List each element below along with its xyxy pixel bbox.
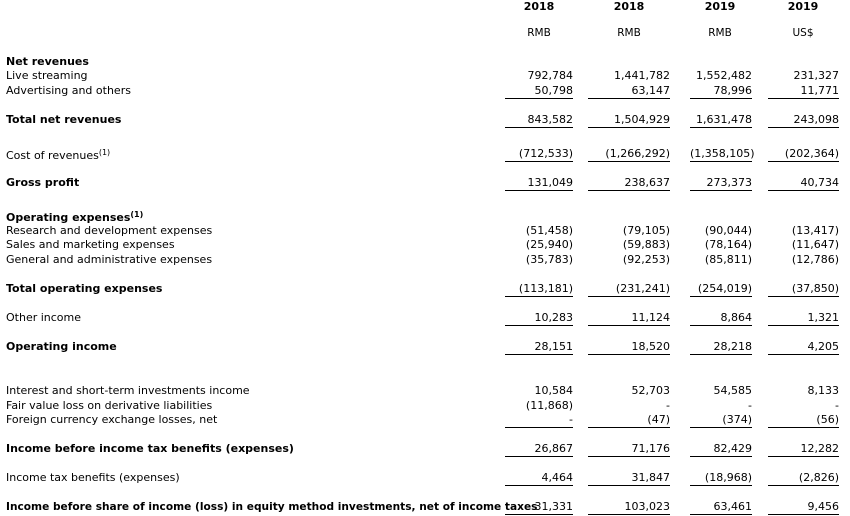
row-label-income-before-equity: Income before share of income (loss) in equity method investments, net of income taxes [6,501,538,513]
cell-income-before-equity-1: 103,023 [588,500,670,515]
cell-income-before-tax-2: 82,429 [690,442,752,457]
footnote-marker: (1) [98,148,111,157]
cell-income-tax-0: 4,464 [505,471,573,486]
col-2-year: 2019 [704,0,736,13]
cell-income-tax-3: (2,826) [768,471,839,486]
cell-other-income-1: 11,124 [588,311,670,326]
cell-income-before-equity-3: 9,456 [768,500,839,515]
cell-advertising-2: 78,996 [690,84,752,99]
cell-income-before-equity-2: 63,461 [690,500,752,515]
row-label-fair-value-loss: Fair value loss on derivative liabilities [6,399,213,412]
cell-rd-1: (79,105) [622,224,670,237]
cell-total-net-revenues-2: 1,631,478 [690,113,752,128]
col-1-currency: RMB [617,27,641,39]
row-label-income-before-tax: Income before income tax benefits (expenses) [6,442,294,455]
operating-expenses-text: Operating expenses [6,211,131,224]
cell-live-streaming-1: 1,441,782 [614,69,670,82]
row-label-operating-expenses [6,208,143,225]
cell-advertising-1: 63,147 [588,84,670,99]
footnote-marker: (1) [130,210,144,219]
cell-income-before-equity-0: 31,331 [505,500,573,515]
row-label-fx-losses: Foreign currency exchange losses, net [6,413,218,426]
cell-ga-3: (12,786) [791,253,839,266]
row-label-general-administrative: General and administrative expenses [6,253,213,266]
cell-fx-0: - [505,413,573,428]
cell-other-income-0: 10,283 [505,311,573,326]
cell-total-opex-0: (113,181) [505,282,573,297]
cell-sm-0: (25,940) [525,238,573,251]
cell-interest-1: 52,703 [631,384,670,397]
cell-income-before-tax-0: 26,867 [505,442,573,457]
row-label-total-net-revenues: Total net revenues [6,113,122,126]
cell-fair-value-2: - [748,399,752,412]
cell-sm-1: (59,883) [622,238,670,251]
row-label-sales-marketing: Sales and marketing expenses [6,238,175,251]
cost-of-revenues-text: Cost of revenues [6,149,99,162]
cell-rd-0: (51,458) [525,224,573,237]
cell-interest-0: 10,584 [534,384,573,397]
col-3-currency: US$ [792,27,814,39]
cell-operating-income-2: 28,218 [690,340,752,355]
cell-cost-of-revenues-0: (712,533) [505,147,573,162]
col-2-currency: RMB [708,27,732,39]
cell-total-net-revenues-3: 243,098 [768,113,839,128]
cell-total-opex-2: (254,019) [690,282,752,297]
col-0-currency: RMB [527,27,551,39]
cell-interest-2: 54,585 [713,384,752,397]
cell-income-before-tax-1: 71,176 [588,442,670,457]
row-label-other-income: Other income [6,311,82,324]
cell-cost-of-revenues-3: (202,364) [768,147,839,162]
cell-ga-2: (85,811) [704,253,752,266]
cell-rd-3: (13,417) [791,224,839,237]
cell-total-net-revenues-1: 1,504,929 [588,113,670,128]
cell-sm-2: (78,164) [704,238,752,251]
cell-advertising-3: 11,771 [768,84,839,99]
cell-total-opex-3: (37,850) [768,282,839,297]
row-label-gross-profit: Gross profit [6,176,80,189]
cell-fx-1: (47) [588,413,670,428]
col-0-year: 2018 [523,0,555,13]
cell-sm-3: (11,647) [791,238,839,251]
cell-ga-0: (35,783) [525,253,573,266]
cell-operating-income-0: 28,151 [505,340,573,355]
cell-rd-2: (90,044) [704,224,752,237]
cell-live-streaming-0: 792,784 [527,69,573,82]
row-label-cost-of-revenues [6,146,110,163]
cell-income-tax-2: (18,968) [690,471,752,486]
cell-fx-2: (374) [690,413,752,428]
cell-live-streaming-3: 231,327 [793,69,839,82]
cell-live-streaming-2: 1,552,482 [696,69,752,82]
cell-total-opex-1: (231,241) [588,282,670,297]
cell-fair-value-1: - [666,399,670,412]
cell-income-before-tax-3: 12,282 [768,442,839,457]
row-label-operating-income: Operating income [6,340,117,353]
cell-fair-value-3: - [835,399,839,412]
cell-total-net-revenues-0: 843,582 [505,113,573,128]
col-3-year: 2019 [787,0,819,13]
cell-interest-3: 8,133 [807,384,839,397]
row-label-total-operating-expenses: Total operating expenses [6,282,163,295]
cell-cost-of-revenues-1: (1,266,292) [588,147,670,162]
cell-operating-income-3: 4,205 [768,340,839,355]
cell-gross-profit-1: 238,637 [588,176,670,191]
cell-income-tax-1: 31,847 [588,471,670,486]
cell-operating-income-1: 18,520 [588,340,670,355]
cell-fx-3: (56) [768,413,839,428]
cell-advertising-0: 50,798 [505,84,573,99]
cell-gross-profit-3: 40,734 [768,176,839,191]
cell-gross-profit-0: 131,049 [505,176,573,191]
row-label-interest-income: Interest and short-term investments income [6,384,250,397]
row-label-live-streaming: Live streaming [6,69,88,82]
cell-other-income-2: 8,864 [690,311,752,326]
row-label-research-development: Research and development expenses [6,224,213,237]
cell-ga-1: (92,253) [622,253,670,266]
row-label-advertising: Advertising and others [6,84,131,97]
row-label-net-revenues: Net revenues [6,55,89,68]
cell-fair-value-0: (11,868) [525,399,573,412]
cell-cost-of-revenues-2: (1,358,105) [690,147,755,160]
row-label-income-tax: Income tax benefits (expenses) [6,471,180,484]
cell-gross-profit-2: 273,373 [690,176,752,191]
col-1-year: 2018 [613,0,645,13]
cell-other-income-3: 1,321 [768,311,839,326]
